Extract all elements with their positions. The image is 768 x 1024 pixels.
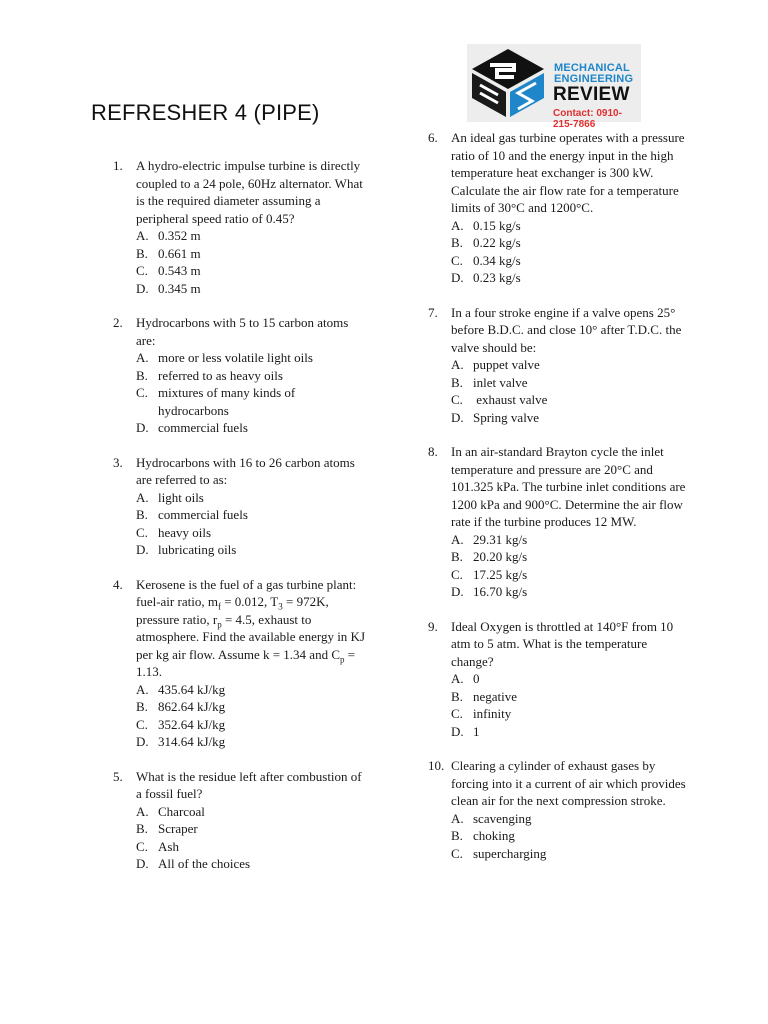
option: A. 0.15 kg/s — [451, 217, 521, 233]
question-stem: An ideal gas turbine operates with a pressure ratio of 10 and the energy input in the high temperature heat exchanger is 300 kW. Calculate the air flow rate for a temperature limits of 30°C and 1200°C. — [451, 130, 685, 215]
question-stem: Hydrocarbons with 5 to 15 carbon atoms are: — [136, 315, 349, 348]
question-4 — [113, 576, 365, 751]
option: B. choking — [451, 828, 515, 843]
logo-text-engineering: ENGINEERING — [554, 73, 634, 85]
option: B. Scraper — [136, 821, 198, 836]
left-column — [113, 157, 365, 873]
option: D. All of the choices — [136, 856, 251, 871]
question-number: 8. — [428, 444, 438, 459]
option: A. scavenging — [451, 810, 532, 826]
option: C. 0.543 m — [136, 263, 201, 278]
question-number: 4. — [113, 576, 123, 592]
option: B. 0.661 m — [136, 245, 201, 261]
question-number: 10. — [428, 758, 445, 773]
question-stem: Clearing a cylinder of exhaust gases by forcing into it a current of air which provides clean air for the next compression stroke. — [451, 758, 686, 808]
question-number: 6. — [428, 130, 438, 145]
option: A. 0 — [451, 671, 480, 686]
question-9 — [428, 618, 686, 741]
option: C. exhaust valve — [451, 392, 548, 407]
question-8 — [428, 443, 686, 601]
option: B. inlet valve — [451, 374, 528, 390]
question-3 — [113, 454, 365, 559]
option: A. 0.352 m — [136, 228, 201, 243]
question-number: 7. — [428, 304, 438, 320]
logo-text-mechanical: MECHANICAL — [554, 62, 630, 74]
question-10 — [428, 757, 686, 862]
option: D. lubricating oils — [136, 542, 237, 557]
option: C. 17.25 kg/s — [451, 566, 528, 582]
option: C. infinity — [451, 706, 512, 721]
option: A. light oils — [136, 489, 204, 505]
option: B. negative — [451, 688, 518, 704]
option: D. commercial fuels — [136, 420, 248, 435]
question-1 — [113, 157, 365, 297]
option: B. 862.64 kJ/kg — [136, 699, 226, 714]
logo-mark-icon — [470, 47, 546, 119]
option: C. mixtures of many kinds of hydrocarbons — [136, 385, 296, 418]
option: D. 314.64 kJ/kg — [136, 734, 226, 749]
question-stem: In an air-standard Brayton cycle the inlet temperature and pressure are 20°C and 101.325 kPa. The turbine inlet conditions are 1200 kPa and 900°C. Determine the air flow rate if the turbine produces 12 MW. — [451, 444, 686, 529]
option: C. Ash — [136, 838, 179, 854]
option: D. 0.23 kg/s — [451, 270, 521, 285]
question-stem: What is the residue left after combustion of a fossil fuel? — [136, 768, 362, 801]
option: B. commercial fuels — [136, 507, 248, 522]
page-title: REFRESHER 4 (PIPE) — [91, 100, 320, 125]
question-stem: Hydrocarbons with 16 to 26 carbon atoms are referred to as: — [136, 454, 355, 487]
option: C. 0.34 kg/s — [451, 252, 521, 268]
question-number: 1. — [113, 158, 123, 173]
option: B. 0.22 kg/s — [451, 235, 521, 250]
option: D. 1 — [451, 723, 480, 739]
logo-contact: Contact: 0910-215-7866 — [553, 108, 622, 130]
option: C. supercharging — [451, 845, 547, 861]
option: A. 29.31 kg/s — [451, 531, 528, 547]
question-stem: Kerosene is the fuel of a gas turbine plant: fuel-air ratio, $m_f = 0.012$, $T_3 = 972K$, pressure ratio, $r_p = 4.5$, exhaust to atmosphere. Find the available energy in KJ per kg air flow. Assume k = 1.34 and $C_p = 1.13$. — [136, 576, 366, 679]
option: D. Spring valve — [451, 409, 540, 425]
option: A. 435.64 kJ/kg — [136, 681, 226, 697]
question-5 — [113, 768, 365, 873]
option: B. 20.20 kg/s — [451, 549, 528, 564]
option: B. referred to as heavy oils — [136, 367, 283, 383]
option: A. puppet valve — [451, 357, 540, 372]
question-2 — [113, 314, 365, 437]
question-stem: Ideal Oxygen is throttled at 140°F from 10 atm to 5 atm. What is the temperature change? — [451, 618, 674, 669]
option: C. 352.64 kJ/kg — [136, 716, 226, 732]
question-number: 9. — [428, 618, 438, 634]
question-number: 3. — [113, 454, 123, 470]
option: D. 0.345 m — [136, 280, 201, 296]
question-number: 5. — [113, 768, 123, 784]
question-7 — [428, 304, 686, 427]
option: A. more or less volatile light oils — [136, 350, 313, 365]
brand-logo — [467, 44, 641, 130]
question-number: 2. — [113, 315, 123, 330]
question-stem: In a four stroke engine if a valve opens 25° before B.D.C. and close 10° after T.D.C. the valve should be: — [451, 304, 682, 355]
option: A. Charcoal — [136, 803, 205, 819]
option: D. 16.70 kg/s — [451, 584, 528, 599]
question-stem: A hydro-electric impulse turbine is directly coupled to a 24 pole, 60Hz alternator. What is the required diameter assuming a peripheral speed ratio of 0.45? — [136, 158, 363, 226]
logo-text-review: REVIEW — [553, 84, 630, 105]
right-column — [428, 129, 686, 862]
option: C. heavy oils — [136, 524, 212, 540]
question-6 — [428, 129, 686, 287]
